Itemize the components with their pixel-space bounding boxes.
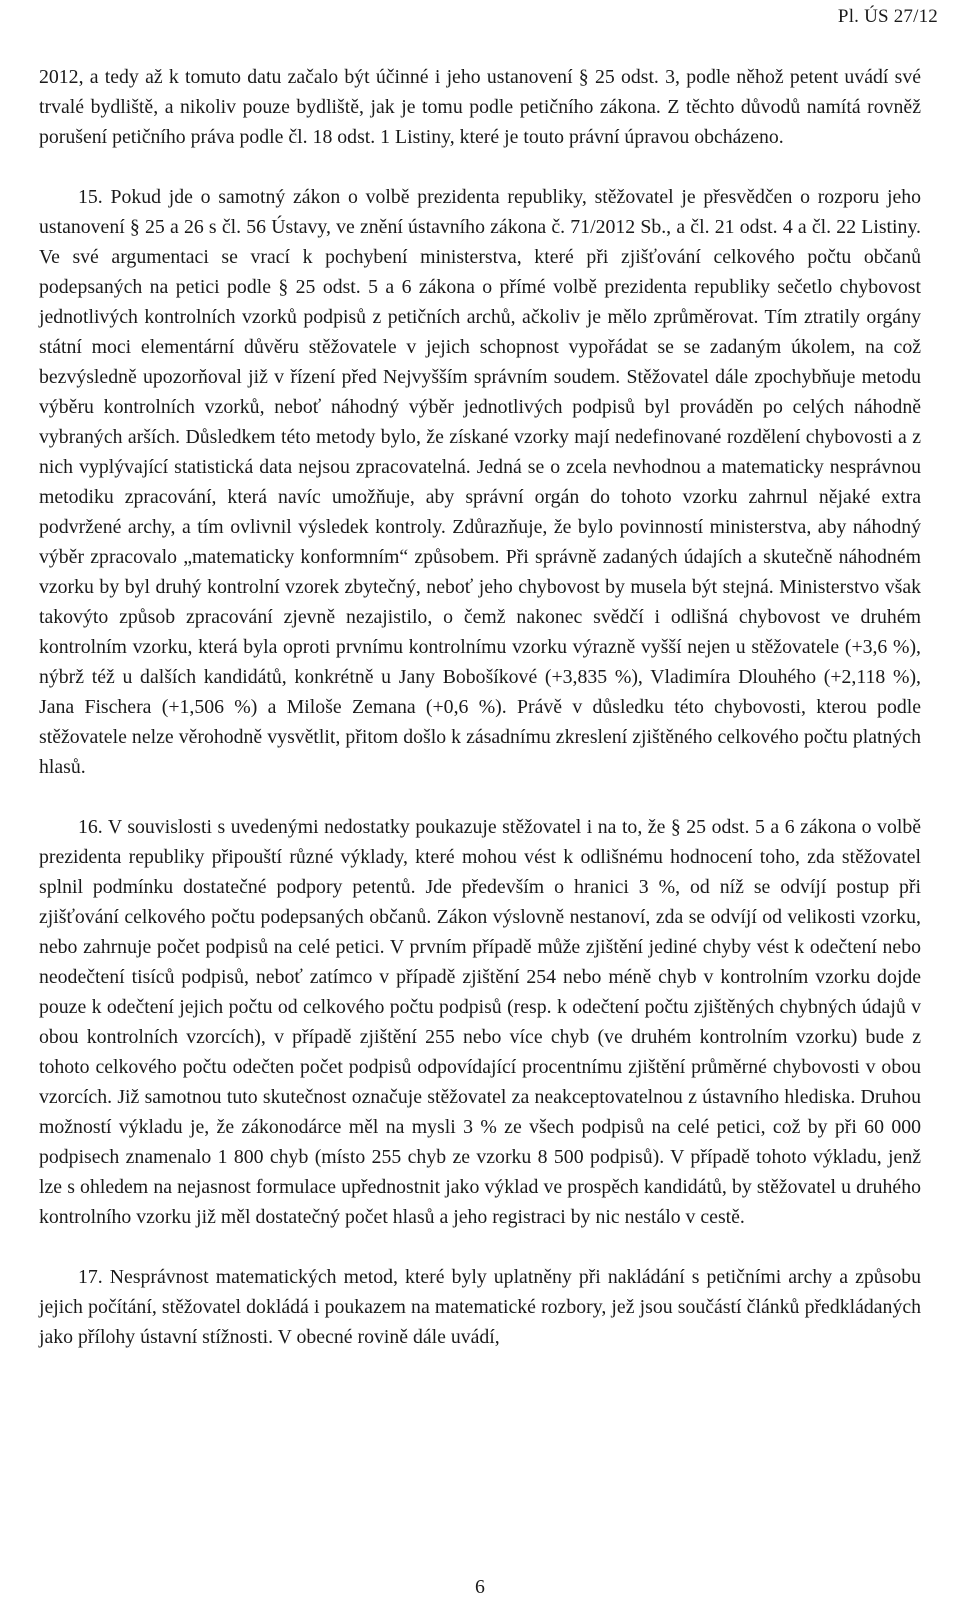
- case-number-header: Pl. ÚS 27/12: [837, 6, 938, 27]
- paragraph-16: 16. V souvislosti s uvedenými nedostatky poukazuje stěžovatel i na to, že § 25 odst. 5 a 6 zákona o volbě prezidenta republiky připouští různé výklady, které mohou vést k odlišnému hodnocení toho, zda stěžovatel splnil podmínku dostatečné podpory petentů. Jde především o hranici 3 %, od níž se odvíjí postup při zjišťování celkového počtu podepsaných občanů. Zákon výslovně nestanoví, zda se odvíjí od velikosti vzorku, nebo zahrnuje počet podpisů na celé petici. V prvním případě může zjištění jediné chyby vést k odečtení nebo neodečtení tisíců podpisů, neboť zatímco v případě zjištění 254 nebo méně chyb v kontrolním vzorku dojde pouze k odečtení jejich počtu od celkového počtu podpisů (resp. k odečtení počtu zjištěných chybných údajů v obou kontrolních vzorcích), v případě zjištění 255 nebo více chyb (ve druhém kontrolním vzorku) bude z tohoto celkového počtu odečten počet podpisů odpovídající procentnímu zjištění průměrné chybovosti v obou vzorcích. Již samotnou tuto skutečnost označuje stěžovatel za neakceptovatelnou z ústavního hlediska. Druhou možností výkladu je, že zákonodárce měl na mysli 3 % ze všech podpisů na celé petici, což by při 60 000 podpisech znamenalo 1 800 chyb (místo 255 chyb ze vzorku 8 500 podpisů). V případě tohoto výkladu, jenž lze s ohledem na nejasnost formulace upřednostnit jako výklad ve prospěch kandidátů, by stěžovatel u druhého kontrolního vzorku již měl dostatečný počet hlasů a jeho registraci by nic nestálo v cestě.: [39, 816, 921, 1228]
- paragraph-continuation: 2012, a tedy až k tomuto datu začalo být účinné i jeho ustanovení § 25 odst. 3, podle něhož petent uvádí své trvalé bydliště, a nikoliv pouze bydliště, jak je tomu podle petičního zákona. Z těchto důvodů namítá rovněž porušení petičního práva podle čl. 18 odst. 1 Listiny, které je touto právní úpravou obcházeno.: [39, 66, 921, 148]
- paragraph-17: 17. Nesprávnost matematických metod, které byly uplatněny při nakládání s petičními archy a způsobu jejich počítání, stěžovatel dokládá i poukazem na matematické rozbory, jež jsou součástí článků předkládaných jako přílohy ústavní stížnosti. V obecné rovině dále uvádí,: [39, 1266, 921, 1348]
- paragraph-15: 15. Pokud jde o samotný zákon o volbě prezidenta republiky, stěžovatel je přesvědčen o rozporu jeho ustanovení § 25 a 26 s čl. 56 Ústavy, ve znění ústavního zákona č. 71/2012 Sb., a čl. 21 odst. 4 a čl. 22 Listiny. Ve své argumentaci se vrací k pochybení ministerstva, které při zjišťování celkového počtu občanů podepsaných na petici podle § 25 odst. 5 a 6 zákona o přímé volbě prezidenta republiky sečetlo chybovost jednotlivých kontrolních vzorků podpisů z petičních archů, ačkoliv je mělo zprůměrovat. Tím ztratily orgány státní moci elementární důvěru stěžovatele v jejich schopnost vypořádat se se zadaným úkolem, na což bezvýsledně upozorňoval již v řízení před Nejvyšším správním soudem. Stěžovatel dále zpochybňuje metodu výběru kontrolních vzorků, neboť náhodný výběr jednotlivých podpisů byl prováděn po celých náhodně vybraných arších. Důsledkem této metody bylo, že získané vzorky mají nedefinované rozdělení chybovosti a z nich vyplývající statistická data nejsou zpracovatelná. Jedná se o zcela nevhodnou a matematicky nesprávnou metodiku zpracování, která navíc umožňuje, aby správní orgán do tohoto vzorku zahrnul nějaké extra podvržené archy, a tím ovlivnil výsledek kontroly. Zdůrazňuje, že bylo povinností ministerstva, aby náhodný výběr zpracovalo „matematicky konformním“ způsobem. Při správně zadaných údajích a skutečně náhodném vzorku by byl druhý kontrolní vzorek zbytečný, neboť jeho chybovost by musela být stejná. Ministerstvo však takovýto způsob zpracování zjevně nezajistilo, o čemž nakonec svědčí i odlišná chybovost ve druhém kontrolním vzorku, která byla oproti prvnímu kontrolnímu vzorku výrazně vyšší nejen u stěžovatele (+3,6 %), nýbrž též u dalších kandidátů, konkrétně u Jany Bobošíkové (+3,835 %), Vladimíra Dlouhého (+2,118 %), Jana Fischera (+1,506 %) a Miloše Zemana (+0,6 %). Právě v důsledku této chybovosti, kterou podle stěžovatele nelze věrohodně vysvětlit, přitom došlo k zásadnímu zkreslení zjištěného celkového počtu platných hlasů.: [39, 186, 921, 778]
- page-number: 6: [475, 1576, 485, 1598]
- paragraph-gap: [39, 152, 921, 182]
- paragraph-gap: [39, 782, 921, 812]
- paragraph-gap: [39, 1232, 921, 1262]
- document-body: [39, 62, 921, 1352]
